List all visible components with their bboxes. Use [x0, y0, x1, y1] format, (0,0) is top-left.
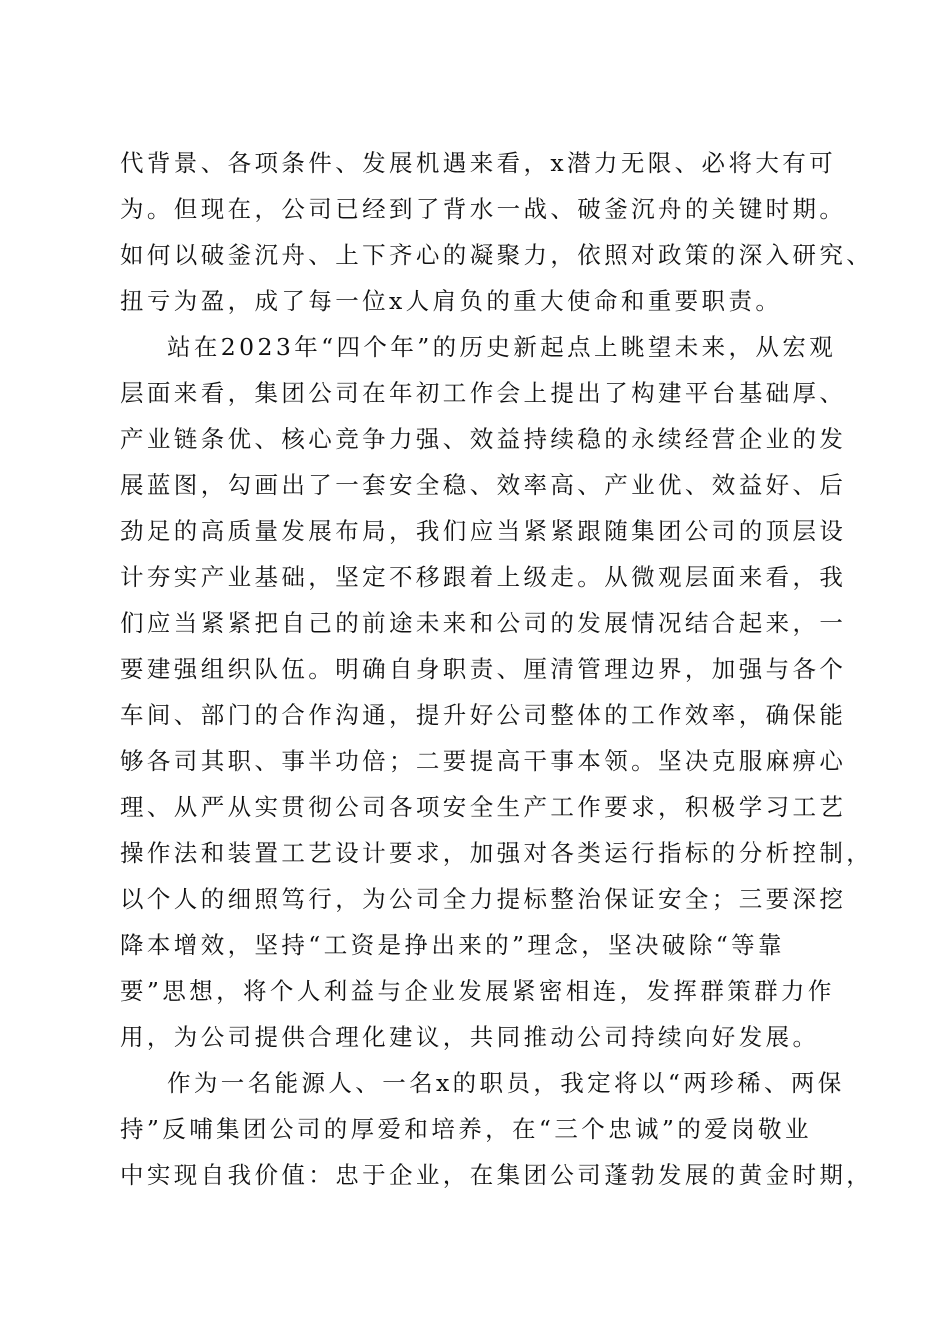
text-line: 展蓝图，勾画出了一套安全稳、效率高、产业优、效益好、后	[120, 471, 847, 499]
text-line: 用，为公司提供合理化建议，共同推动公司持续向好发展。	[120, 1023, 820, 1051]
text-line: 作为一名能源人、一名x的职员，我定将以“两珍稀、两保	[167, 1069, 845, 1097]
text-line: 够各司其职、事半功倍；二要提高干事本领。坚决克服麻痹心	[120, 747, 847, 775]
text-line: 计夯实产业基础，坚定不移跟着上级走。从微观层面来看，我	[120, 563, 847, 591]
text-line: 降本增效，坚持“工资是挣出来的”理念，坚决破除“等靠	[120, 931, 785, 959]
text-line: 车间、部门的合作沟通，提升好公司整体的工作效率，确保能	[120, 701, 847, 729]
text-line: 层面来看，集团公司在年初工作会上提出了构建平台基础厚、	[120, 379, 847, 407]
text-line: 站在2023年“四个年”的历史新起点上眺望未来，从宏观	[167, 333, 837, 361]
text-line: 要”思想，将个人利益与企业发展紧密相连，发挥群策群力作	[120, 977, 835, 1005]
text-line: 产业链条优、核心竞争力强、效益持续稳的永续经营企业的发	[120, 425, 847, 453]
body-text	[120, 140, 874, 1198]
text-line: 持”反哺集团公司的厚爱和培养，在“三个忠诚”的爱岗敬业	[120, 1115, 812, 1143]
text-line: 中实现自我价值：忠于企业，在集团公司蓬勃发展的黄金时期，	[120, 1161, 874, 1189]
text-line: 理、从严从实贯彻公司各项安全生产工作要求，积极学习工艺	[120, 793, 847, 821]
text-line: 扭亏为盈，成了每一位x人肩负的重大使命和重要职责。	[120, 287, 783, 315]
text-line: 如何以破釜沉舟、上下齐心的凝聚力，依照对政策的深入研究、	[120, 241, 874, 269]
text-line: 们应当紧紧把自己的前途未来和公司的发展情况结合起来，一	[120, 609, 847, 637]
text-line: 劲足的高质量发展布局，我们应当紧紧跟随集团公司的顶层设	[120, 517, 847, 545]
text-line: 操作法和装置工艺设计要求，加强对各类运行指标的分析控制，	[120, 839, 874, 867]
text-line: 为。但现在，公司已经到了背水一战、破釜沉舟的关键时期。	[120, 195, 847, 223]
text-line: 要建强组织队伍。明确自身职责、厘清管理边界，加强与各个	[120, 655, 847, 683]
text-line: 代背景、各项条件、发展机遇来看，x潜力无限、必将大有可	[120, 149, 837, 177]
text-line: 以个人的细照笃行，为公司全力提标整治保证安全；三要深挖	[120, 885, 847, 913]
